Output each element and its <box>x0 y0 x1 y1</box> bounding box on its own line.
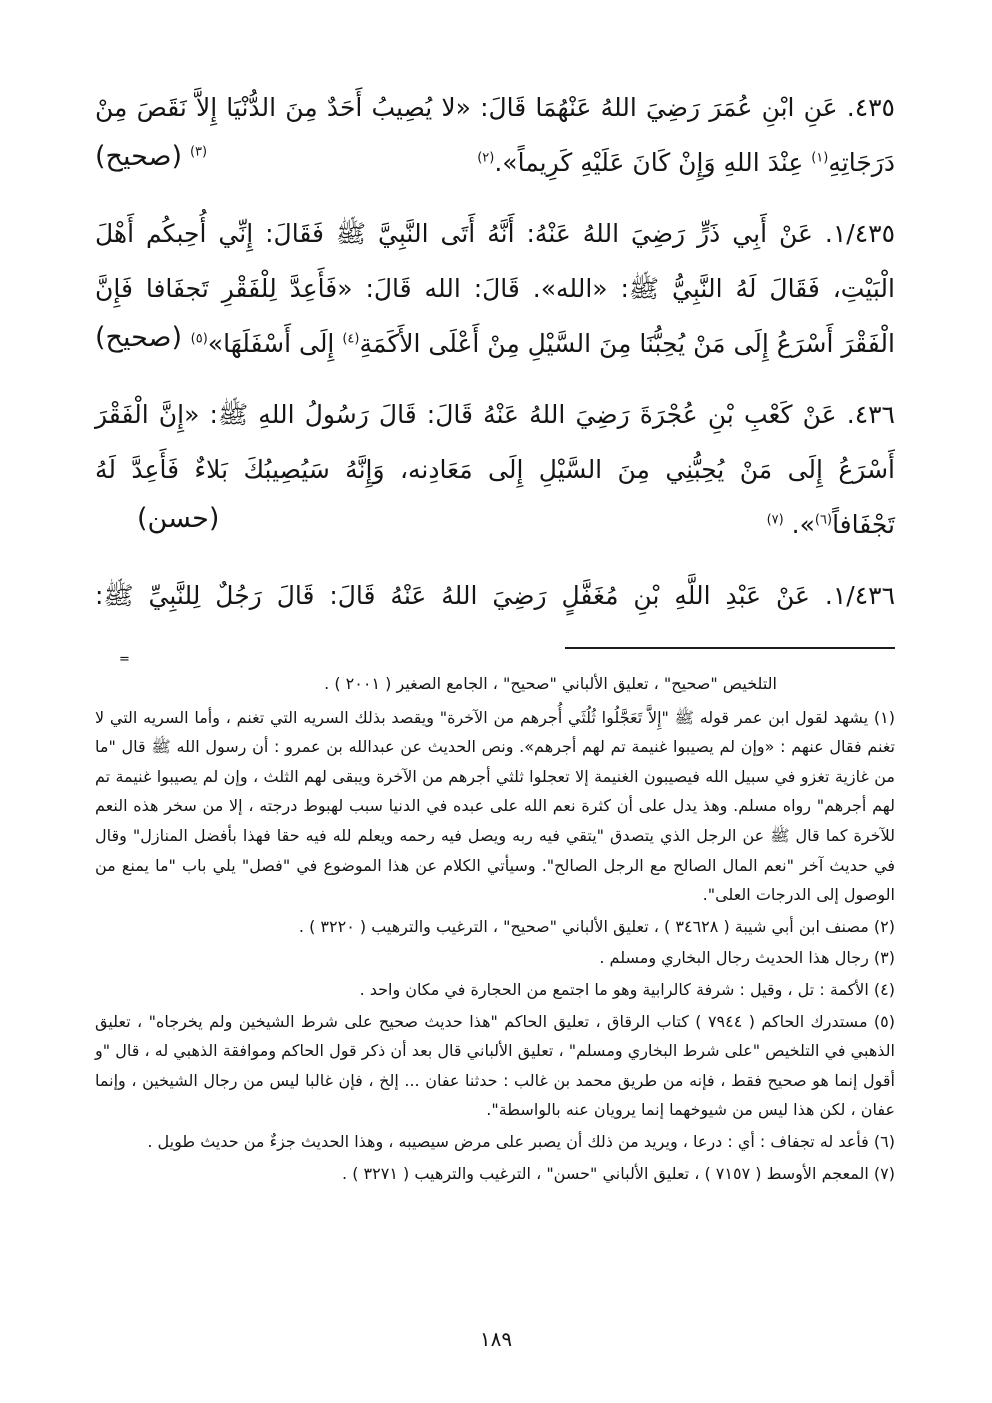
grade-label: (صحيح) <box>95 140 182 172</box>
grade-badge <box>95 127 207 186</box>
hadith-436 <box>95 387 895 552</box>
hadith-text: عِنْدَ اللهِ وَإِنْ كَانَ عَلَيْهِ كَرِيماً». <box>494 148 812 177</box>
grade-badge <box>137 489 219 548</box>
footnote-separator <box>565 647 895 649</box>
footnote-ref-7: (٧) <box>766 512 784 528</box>
hadith-text: ١/٤٣٦. عَنْ عَبْدِ اللَّهِ بْنِ مُغَفَّلٍ رَضِيَ اللهُ عَنْهُ قَالَ: قَالَ رَجُلٌ لِلنَّبِيِّ ﷺ: <box>95 581 895 610</box>
hadith-text: ٤٣٦. عَنْ كَعْبِ بْنِ عُجْرَةَ رَضِيَ اللهُ عَنْهُ قَالَ: قَالَ رَسُولُ اللهِ ﷺ: «إِنَّ الْفَقْرَ أَسْرَعُ إِلَى مَنْ يُحِبُّنِي مِنَ السَّيْلِ إِلَى مَعَادِنه، وَإِنَّهُ سَيُصِيبُكَ بَلاءٌ فَأَعِدَّ لَهُ تَجْفَافاً <box>95 400 895 539</box>
footnote-ref-5: (٥) <box>190 331 208 347</box>
footnote-ref-2: (٢) <box>477 150 495 166</box>
hadith-435 <box>95 80 895 190</box>
grade-badge <box>95 308 182 367</box>
footnote-ref-3: (٣) <box>189 144 208 160</box>
footnote-5: (٥) مستدرك الحاكم ( ٧٩٤٤ ) كتاب الرقاق ، تعليق الحاكم "هذا حديث صحيح على شرط الشيخين ولم يخرجاه" ، تعليق الذهبي في التلخيص "على شرط البخاري ومسلم" ، تعليق الألباني قال بعد أن ذكر قول الحاكم وموافقة الذهبي له ، قال "و أقول إنما هو صحيح فقط ، فإنه من طريق محمد بن غالب : حدثنا عفان ... إلخ ، فإن غالبا ليس من رجال الشيخين ، وإنما عفان ، لكن هذا ليس من شيوخهما إنما يرويان عنه بالواسطة". <box>95 1011 895 1120</box>
grade-label: (حسن) <box>137 502 220 534</box>
hadith-text: إِلَى أَسْفَلَهَا» <box>207 329 343 358</box>
footnote-6: (٦) فأعد له تجفاف : أي : درعا ، ويريد من ذلك أن يصبر على مرض سيصيبه ، وهذا الحديث جزءٌ من حديث طويل . <box>147 1131 895 1151</box>
grade-label: (صحيح) <box>95 321 182 353</box>
footnote-1: (١) يشهد لقول ابن عمر قوله ﷺ "إِلاَّ تَعَجَّلُوا ثُلُثَي أُجرهم من الآخرة" ويقصد بذلك السريه التي تغنم ، وأما السريه التي لا تغنم فقال عنهم : «وإن لم يصيبوا غنيمة تم لهم أجرهم». ونص الحديث عن عبدالله بن عمرو : أن رسول الله ﷺ قال "ما من غازية تغزو في سبيل الله فيصيبون الغنيمة إلا تعجلوا ثلثي أجرهم من الآخرة ويبقى لهم الثلث ، وإن لم يصيبوا غنيمة تم لهم أجرهم" رواه مسلم. وهذ يدل على أن كثرة نعم الله على عبده في الدنيا سبب لهبوط درجته ، إلا من سخر هذه النعم للآخرة كما قال ﷺ عن الرجل الذي يتصدق "يتقي فيه ربه ويصل فيه رحمه ويعلم لله فيه حقا فهذا بأفضل المنازل" وقال في حديث آخر "نعم المال الصالح مع الرجل الصالح". وسيأتي الكلام عن هذا الموضوع في "فصل" يلي باب "ما يمنع من الوصول إلى الدرجات العلى". <box>95 707 895 905</box>
footnote-continuation-mark: = <box>119 652 130 667</box>
hadith-text: ٤٣٥. عَنِ ابْنِ عُمَرَ رَضِيَ اللهُ عَنْهُمَا قَالَ: «لا يُصِيبُ أَحَدٌ مِنَ الدُّنْيَا إِلاَّ نَقَصَ مِنْ دَرَجَاتِهِ <box>95 93 895 177</box>
footnote-3: (٣) رجال هذا الحديث رجال البخاري ومسلم . <box>599 948 895 968</box>
hadith-text: ١/٤٣٥. عَنْ أَبِي ذَرٍّ رَضِيَ اللهُ عَنْهُ: أَنَّهُ أَتَى النَّبِيَّ ﷺ فَقَالَ: إِنِّي أُحِبكُم أَهْلَ الْبَيْتِ، فَقَالَ لَهُ النَّبِيُّ ﷺ: «الله». قَالَ: الله قَالَ: «فَأَعِدَّ لِلْفَقْرِ تَجفَافا فَإِنَّ الْفَقْرَ أَسْرَعُ إِلَى مَنْ يُحِبُّنَا مِنَ السَّيْلِ مِنْ أَعْلَى الأَكَمَةِ <box>95 219 895 358</box>
hadith-text: ». <box>783 510 815 539</box>
footnote-4: (٤) الأكمة : تل ، وقيل : شرفة كالرابية وهو ما اجتمع من الحجارة في مكان واحد . <box>359 979 895 999</box>
page-number: ١٨٩ <box>479 1327 513 1351</box>
footnote-continuation: التلخيص "صحيح" ، تعليق الألباني "صحيح" ، الجامع الصغير ( ٢٠٠١ ) . <box>324 674 777 693</box>
footnote-ref-1: (١) <box>811 150 829 166</box>
hadith-section <box>95 80 895 623</box>
hadith-435-1 <box>95 206 895 371</box>
hadith-436-1 <box>95 568 895 623</box>
footnotes-section <box>95 647 895 1188</box>
footnote-2: (٢) مصنف ابن أبي شيبة ( ٣٤٦٢٨ ) ، تعليق الألباني "صحيح" ، الترغيب والترهيب ( ٣٢٢٠ ) . <box>298 916 895 936</box>
footnote-ref-4: (٤) <box>342 331 360 347</box>
footnote-ref-6: (٦) <box>814 512 833 528</box>
footnote-7: (٧) المعجم الأوسط ( ٧١٥٧ ) ، تعليق الألباني "حسن" ، الترغيب والترهيب ( ٣٢٧١ ) . <box>342 1163 895 1183</box>
